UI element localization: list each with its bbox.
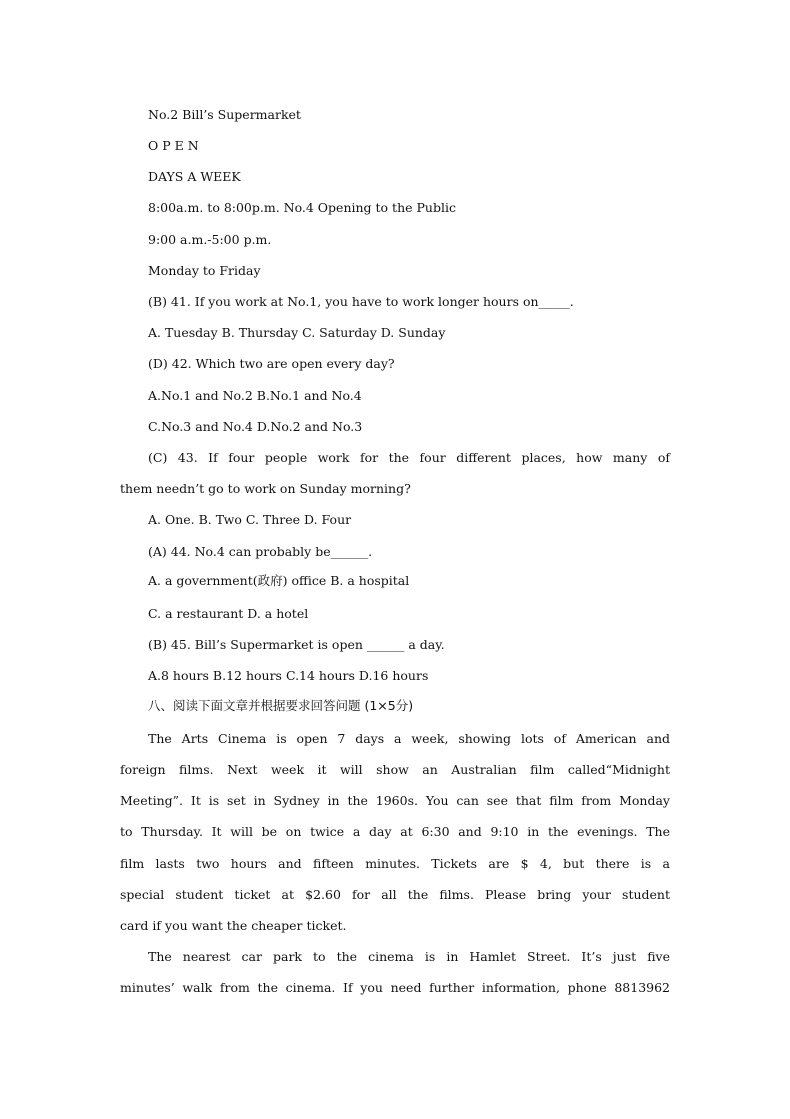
ad-line-days: DAYS A WEEK: [148, 169, 241, 184]
passage-p1-line-6: special student ticket at $2.60 for all the films. Please bring your student: [120, 887, 670, 902]
passage-p1-line-1: The Arts Cinema is open 7 days a week, showing lots of American and: [148, 731, 670, 746]
question-45: (B) 45. Bill’s Supermarket is open ______ a day.: [148, 637, 445, 652]
passage-p2-line-2: minutes’ walk from the cinema. If you need further information, phone 8813962: [120, 980, 670, 995]
ad-line-public-hours: 9:00 a.m.-5:00 p.m.: [148, 232, 272, 247]
ad-line-hours: 8:00a.m. to 8:00p.m. No.4 Opening to the Public: [148, 200, 456, 215]
ad-line-supermarket: No.2 Bill’s Supermarket: [148, 107, 301, 122]
passage-p1-line-4: to Thursday. It will be on twice a day at 6:30 and 9:10 in the evenings. The: [120, 824, 670, 839]
passage-p1-line-3: Meeting”. It is set in Sydney in the 1960s. You can see that film from Monday: [120, 793, 670, 808]
question-42: (D) 42. Which two are open every day?: [148, 356, 395, 371]
passage-p1-line-2: foreign films. Next week it will show an Australian film called“Midnight: [120, 762, 670, 777]
question-44-options-1: A. a government(政府) office B. a hospital: [148, 573, 410, 588]
question-41-options: A. Tuesday B. Thursday C. Saturday D. Sunday: [148, 325, 446, 340]
ad-line-weekdays: Monday to Friday: [148, 263, 261, 278]
question-44: (A) 44. No.4 can probably be______.: [148, 544, 373, 559]
section-heading: 八、阅读下面文章并根据要求回答问题 (1×5分): [148, 698, 414, 713]
question-42-options-1: A.No.1 and No.2 B.No.1 and No.4: [148, 388, 362, 403]
passage-p1-line-7: card if you want the cheaper ticket.: [120, 918, 347, 933]
question-45-options: A.8 hours B.12 hours C.14 hours D.16 hours: [148, 668, 429, 683]
passage-p2-line-1: The nearest car park to the cinema is in Hamlet Street. It’s just five: [148, 949, 670, 964]
question-43-line-2: them needn’t go to work on Sunday morning?: [120, 481, 411, 496]
question-43-line-1: (C) 43. If four people work for the four different places, how many of: [148, 450, 670, 465]
question-44-options-2: C. a restaurant D. a hotel: [148, 606, 309, 621]
question-42-options-2: C.No.3 and No.4 D.No.2 and No.3: [148, 419, 363, 434]
ad-line-open: O P E N: [148, 138, 199, 153]
question-41: (B) 41. If you work at No.1, you have to work longer hours on_____.: [148, 294, 574, 309]
passage-p1-line-5: film lasts two hours and fifteen minutes. Tickets are $ 4, but there is a: [120, 856, 670, 871]
question-43-options: A. One. B. Two C. Three D. Four: [148, 512, 352, 527]
